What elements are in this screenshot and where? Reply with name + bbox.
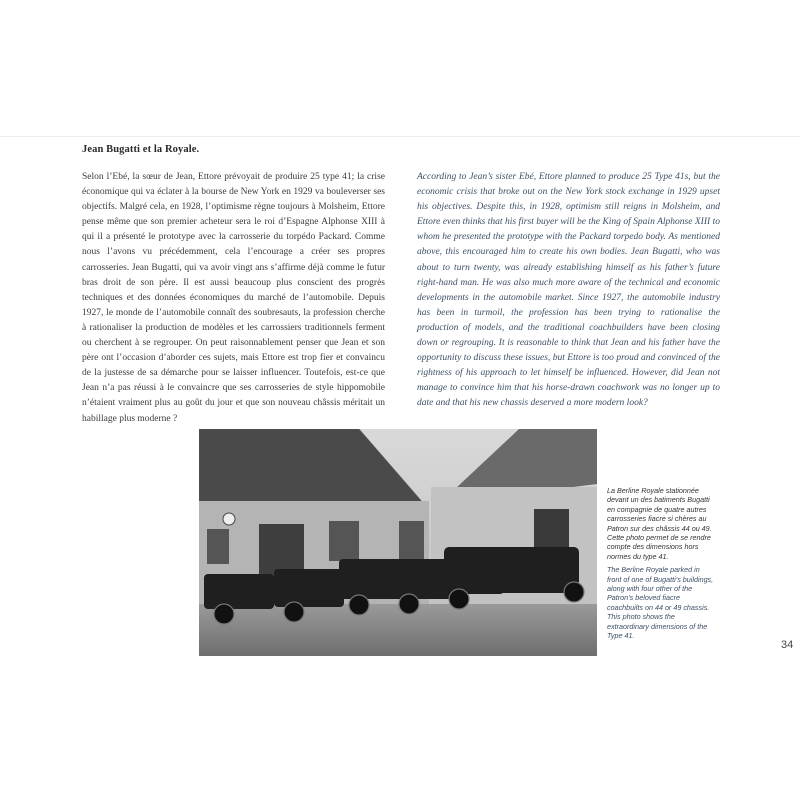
page-number: 34	[781, 639, 794, 651]
caption-french: La Berline Royale stationnée devant un des batiments Bugatti en compagnie de quatre autres carrosseries fiacre si chères au Patron sur des châssis 44 ou 49. Cette photo permet de se rendre compte des dimensions hors normes du type 41.	[607, 486, 712, 561]
caption-english: The Berline Royale parked in front of one of Bugatti’s buildings, along with four other of the Patron’s beloved fiacre coachbuilts on 44 or 49 chassis. This photo shows the extraordinary dimensions of the Type 41.	[607, 565, 714, 641]
header-divider	[0, 136, 800, 137]
section-heading: Jean Bugatti et la Royale.	[82, 144, 200, 155]
french-text-column: Selon l’Ebé, la sœur de Jean, Ettore prévoyait de produire 25 type 41; la crise économique qui va éclater à la bourse de New York en 1929 va bouleverser ses objectifs. Malgré cela, en 1928, l’optimisme règne toujours à Molsheim, Ettore pense même que son premier acheteur sera le roi d’Espagne Alphonse XIII à qui il a présenté le prototype avec la carrosserie du torpédo Packard. Comme nous l’avons vu précédemment, cela l’encourage a créer ses propres carrosseries. Jean Bugatti, qui va avoir vingt ans s’affirme déjà comme le futur bras droit de son père. Il est aussi beaucoup plus conscient des progrès techniques et des données économiques du marché de l’automobile. Depuis 1927, le monde de l’automobile connaît des soubresauts, la profession cherche à rationaliser la production de modèles et les carrossiers traditionnels ferment ou cherchent à se regrouper. On peut raisonnablement penser que Jean et son père ont l’occasion d’aborder ces sujets, mais Ettore est trop fier et convaincu de la justesse de sa démarche pour se laisser influencer. Toutefois, est-ce que Jean n’a pas réussi à le convaincre que ses carrosseries de style hippomobile n’étaient vraiment plus au goût du jour et que son nouveau châssis méritait un habillage plus moderne ?	[82, 172, 385, 424]
photo-caption	[607, 486, 715, 645]
english-text-column: According to Jean’s sister Ebé, Ettore planned to produce 25 Type 41s, but the economic crisis that broke out on the New York stock exchange in 1929 upset his objectives. Despite this, in 1928, optimism still reigns in Molsheim, and Ettore even thinks that his first buyer will be the King of Spain Alphonse XIII to whom he presented the prototype with the Packard torpedo body. As mentioned above, this encouraged him to create his own bodies. Jean Bugatti, who was about to turn twenty, was already establishing himself as his father’s future right-hand man. He was also much more aware of the technical and economic developments in the automobile market. Since 1927, the automobile industry has been in turmoil, the profession has been trying to rationalise the production of models, and the traditional coachbuilders have been closing down or regrouping. It is reasonable to think that Jean and his father have the opportunity to discuss these issues, but Ettore is too proud and convinced of the rightness of his approach to let himself be influenced. However, did Jean not manage to convince him that his horse-drawn coachwork was no longer up to date and that his new chassis deserved a more modern look?	[417, 172, 720, 409]
historic-photo	[199, 429, 597, 656]
